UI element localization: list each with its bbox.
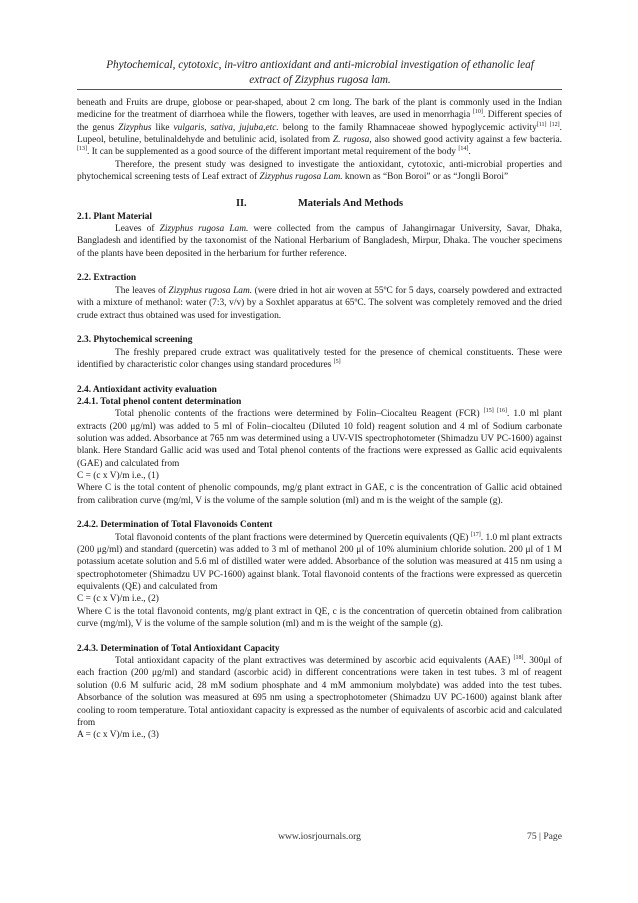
citation: [5] — [333, 358, 341, 365]
species-list: vulgaris, sativa, jujuba,etc. — [173, 122, 279, 133]
text: . 1.0 ml plant extracts (200 μg/ml) was added to 5 ml of Folin–ciocalteu (Diluted 10 fold) reagent solution and 4 ml of Sodium carbonate solution was added. Absorbance at 765 nm was determined using a UV-VIS spectrophotometer (Shimadzu UV PC-1600) against blank. Here Standard Gallic acid was used and Total phenol contents of the fractions were expressed as Gallic acid equivalents (GAE) and calculated from — [77, 409, 562, 469]
equation: C = (c x V)/m i.e., (1) — [77, 470, 159, 481]
paragraph: Where C is the total content of phenolic compounds, mg/g plant extract in GAE, c is the concentration of Gallic acid obtained from calibration curve (mg/ml, V is the volume of the sample solution (ml) and m is the weight of the sample (g). — [77, 483, 562, 506]
citation: [15] [16] — [483, 408, 507, 415]
header-line-2: extract of Zizyphus rugosa lam. — [249, 73, 391, 86]
text: were collected from the campus of Jahangirnagar University, Savar, Dhaka, Bangladesh and identified by the taxonomist of the National Herbarium of Bangladesh, Mirpur, Dhaka. The voucher specimens of the plants have been deposited in the herbarium for further reference. — [77, 224, 563, 259]
paragraph — [77, 223, 562, 260]
species-name: Zizyphus rugosa Lam. — [159, 224, 249, 235]
text: like — [151, 122, 174, 133]
text: The leaves of — [115, 285, 169, 296]
subsection-heading: 2.3. Phytochemical screening — [77, 335, 193, 346]
equation: A = (c x V)/m i.e., (3) — [77, 730, 159, 741]
text: belong to the family Rhamnaceae showed hypoglycemic activity — [278, 122, 537, 133]
paragraph — [77, 347, 562, 372]
text: known as “Bon Boroi” or as “Jongli Boroi” — [342, 172, 509, 183]
species-name: Zizyphus rugosa Lam. — [168, 285, 253, 296]
subsection-heading: 2.1. Plant Material — [77, 211, 152, 222]
equation: C = (c x V)/m i.e., (2) — [77, 594, 159, 605]
citation: [18] — [513, 655, 524, 661]
text: Total phenolic contents of the fractions were determined by Folin–Ciocalteu Reagent (FCR) — [115, 409, 484, 420]
subsubsection-heading: 2.4.2. Determination of Total Flavonoids Content — [77, 520, 273, 531]
section-heading — [77, 196, 562, 211]
species-name: Z. rugosa — [332, 135, 370, 146]
journal-url[interactable]: www.iosrjournals.org — [278, 831, 361, 842]
genus-name: Zizyphus — [118, 122, 152, 133]
subsubsection-heading: 2.4.1. Total phenol content determination — [77, 396, 242, 407]
running-header — [78, 58, 562, 87]
paragraph — [77, 408, 562, 470]
intro-paragraph-1 — [77, 97, 562, 159]
header-rule — [77, 89, 562, 90]
paragraph — [77, 655, 562, 729]
text: Therefore, the present study was designed to investigate the antioxidant, cytotoxic, anti-microbial properties and phytochemical screening tests of Leaf extract of — [77, 159, 562, 183]
subsubsection-heading: 2.4.3. Determination of Total Antioxidant Capacity — [77, 643, 280, 654]
text: Total flavonoid contents of the plant fractions were determined by Quercetin equivalents (QE) — [115, 532, 471, 543]
text: . Different species of the genus — [77, 110, 562, 133]
text: Leaves of — [115, 224, 160, 235]
page-number: 75 | Page — [527, 831, 562, 842]
page-body — [77, 97, 562, 742]
citation: [13] — [77, 146, 87, 153]
section-title: Materials And Methods — [297, 197, 404, 209]
text: . 300μl of each fraction (200 μg/ml) and standard (ascorbic acid) in different concentrations were taken in test tubes. 3 ml of reagent solution (0.6 M sulfuric acid, 28 mM sodium phosphate and 4 mM ammonium molybdate) was added into the test tubes. Absorbance of the solution was measured at 695 nm using a spectrophotometer (Shimadzu UV PC-1600) against blank after cooling to room temperature. Total antioxidant capacity is expressed as the number of equivalents of ascorbic acid and calculated from — [77, 656, 562, 728]
subsection-heading: 2.4. Antioxidant activity evaluation — [77, 384, 217, 395]
citation: [17] — [470, 531, 481, 538]
citation: [10] — [472, 109, 483, 116]
intro-paragraph-2 — [77, 159, 562, 184]
text: beneath and Fruits are drupe, globose or pear-shaped, about 2 cm long. The bark of the plant is commonly used in the Indian medicine for the treatment of diarrhoea while the flowers, together with leaves, are used in menorrhagia — [77, 98, 562, 121]
text: . 1.0 ml plant extracts (200 μg/ml) and standard (quercetin) was added to 3 ml of methanol 200 μl of 10% aluminium chloride solution. 200 μl of 1 M potassium acetate solution and 5.6 ml of distilled water were added. Absorbance of the solution was measured at 415 nm using a spectrophotometer (Shimadzu UV PC-1600) against blank. Total flavonoid contents of the fractions were expressed as quercetin equivalents (QE) and calculated from — [77, 532, 563, 593]
text: . It can be supplemented as a good source of the different important metal requirement of the body — [87, 147, 459, 158]
text: , also showed good activity against a few bacteria. — [369, 135, 563, 146]
text: (were dried in hot air woven at 55ºC for 5 days, coarsely powdered and extracted with a mixture of methanol: water (7:3, v/v) by a Soxhlet apparatus at 65ºC. The solvent was completely removed and the dried crude extract thus obtained was used for investigation. — [77, 285, 562, 321]
text: The freshly prepared crude extract was qualitatively tested for the presence of chemical constituents. These were identified by characteristic color changes using standard procedures — [77, 347, 562, 370]
paragraph — [77, 532, 562, 594]
paragraph: Where C is the total flavonoid contents, mg/g plant extract in QE, c is the concentration of quercetin obtained from calibration curve (mg/ml), V is the volume of the sample solution (ml) and m is the weight of the sample (g). — [77, 606, 562, 630]
citation: [11] [12] — [536, 121, 560, 128]
species-name: Zizyphus rugosa Lam. — [259, 172, 343, 183]
text: . Lupeol, betuline, betulinaldehyde and betulinic acid, isolated from — [77, 122, 562, 146]
text: . — [468, 147, 471, 158]
header-line-1: Phytochemical, cytotoxic, in-vitro antioxidant and anti-microbial investigation of ethanolic leaf — [106, 59, 534, 71]
subsection-heading: 2.2. Extraction — [77, 273, 137, 284]
citation: [14] — [458, 146, 469, 153]
paragraph — [77, 285, 562, 322]
text: Total antioxidant capacity of the plant extractives was determined by ascorbic acid equivalents (AAE) — [115, 656, 514, 667]
section-number: II. — [235, 197, 247, 209]
